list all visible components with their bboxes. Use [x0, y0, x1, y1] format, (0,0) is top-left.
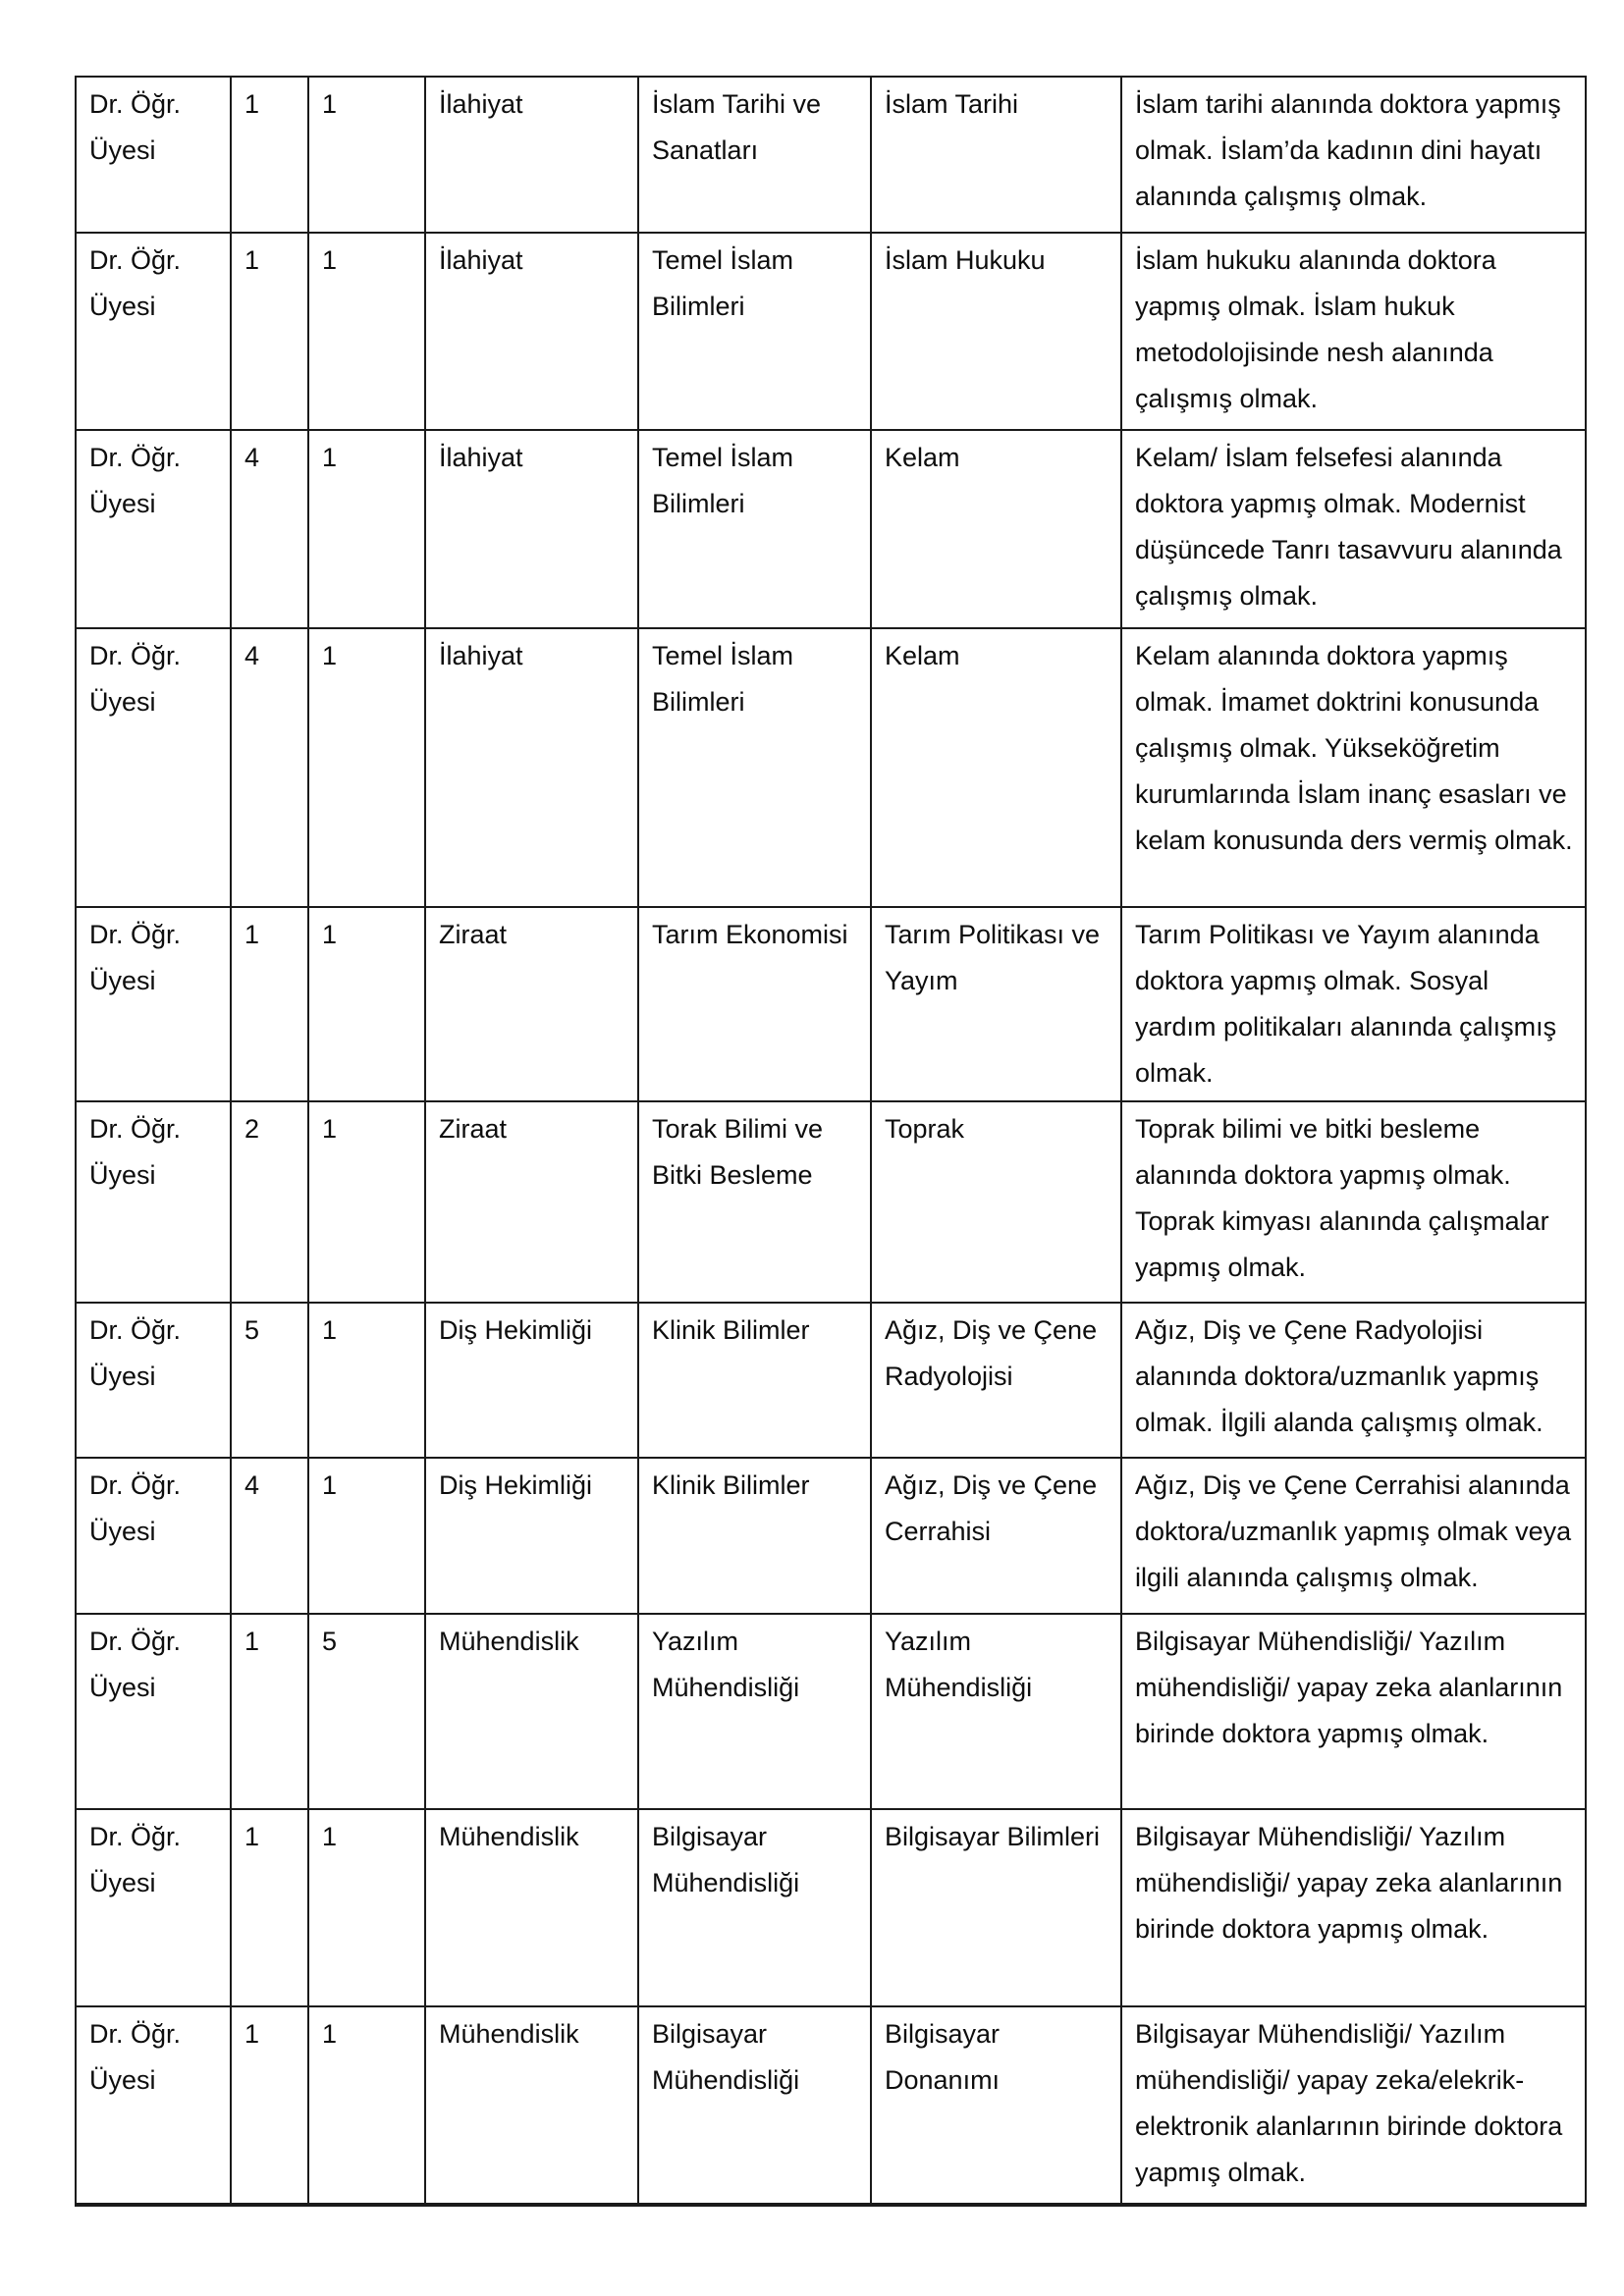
table-row	[76, 2006, 1586, 2205]
cell-faculty: Ziraat	[425, 907, 638, 1101]
cell-requirement: Kelam/ İslam felsefesi alanında doktora yapmış olmak. Modernist düşüncede Tanrı tasavvuru alanında çalışmış olmak.	[1121, 430, 1586, 628]
table-row	[76, 628, 1586, 907]
cell-title: Dr. Öğr. Üyesi	[76, 1809, 231, 2006]
cell-title: Dr. Öğr. Üyesi	[76, 77, 231, 233]
cell-program: Bilgisayar Donanımı	[871, 2006, 1121, 2205]
cell-num2: 1	[308, 1458, 425, 1614]
cell-program: Ağız, Diş ve Çene Radyolojisi	[871, 1303, 1121, 1458]
cell-department: İslam Tarihi ve Sanatları	[638, 77, 871, 233]
cell-title: Dr. Öğr. Üyesi	[76, 628, 231, 907]
cell-faculty: Diş Hekimliği	[425, 1458, 638, 1614]
cell-department: Torak Bilimi ve Bitki Besleme	[638, 1101, 871, 1303]
table-row	[76, 1303, 1586, 1458]
cell-num1: 2	[231, 1101, 308, 1303]
cell-faculty: İlahiyat	[425, 430, 638, 628]
academic-vacancy-table	[75, 76, 1587, 2207]
table-row	[76, 1614, 1586, 1809]
cell-program: Tarım Politikası ve Yayım	[871, 907, 1121, 1101]
cell-faculty: İlahiyat	[425, 628, 638, 907]
cell-num2: 1	[308, 430, 425, 628]
cell-department: Temel İslam Bilimleri	[638, 430, 871, 628]
cell-num2: 1	[308, 77, 425, 233]
cell-department: Klinik Bilimler	[638, 1458, 871, 1614]
cell-program: Toprak	[871, 1101, 1121, 1303]
cell-num1: 1	[231, 77, 308, 233]
cell-faculty: İlahiyat	[425, 77, 638, 233]
cell-title: Dr. Öğr. Üyesi	[76, 1101, 231, 1303]
cell-num2: 5	[308, 1614, 425, 1809]
cell-program: Kelam	[871, 430, 1121, 628]
cell-program: İslam Hukuku	[871, 233, 1121, 430]
cell-department: Klinik Bilimler	[638, 1303, 871, 1458]
cell-num2: 1	[308, 628, 425, 907]
table-row	[76, 77, 1586, 233]
cell-requirement: Ağız, Diş ve Çene Radyolojisi alanında doktora/uzmanlık yapmış olmak. İlgili alanda çalışmış olmak.	[1121, 1303, 1586, 1458]
cell-num1: 4	[231, 1458, 308, 1614]
table-row	[76, 1809, 1586, 2006]
cell-requirement: İslam tarihi alanında doktora yapmış olmak. İslam’da kadının dini hayatı alanında çalışmış olmak.	[1121, 77, 1586, 233]
cell-num1: 5	[231, 1303, 308, 1458]
cell-num1: 1	[231, 907, 308, 1101]
cell-title: Dr. Öğr. Üyesi	[76, 430, 231, 628]
cell-num2: 1	[308, 2006, 425, 2205]
cell-num1: 1	[231, 233, 308, 430]
cell-faculty: Mühendislik	[425, 1809, 638, 2006]
cell-department: Yazılım Mühendisliği	[638, 1614, 871, 1809]
cell-requirement: Ağız, Diş ve Çene Cerrahisi alanında doktora/uzmanlık yapmış olmak veya ilgili alanında çalışmış olmak.	[1121, 1458, 1586, 1614]
cell-num2: 1	[308, 1809, 425, 2006]
cell-faculty: Diş Hekimliği	[425, 1303, 638, 1458]
cell-title: Dr. Öğr. Üyesi	[76, 1458, 231, 1614]
cell-department: Tarım Ekonomisi	[638, 907, 871, 1101]
cell-faculty: Ziraat	[425, 1101, 638, 1303]
cell-department: Temel İslam Bilimleri	[638, 233, 871, 430]
table-row	[76, 907, 1586, 1101]
cell-program: İslam Tarihi	[871, 77, 1121, 233]
cell-faculty: Mühendislik	[425, 1614, 638, 1809]
table-row	[76, 1101, 1586, 1303]
table-row	[76, 233, 1586, 430]
cell-num2: 1	[308, 907, 425, 1101]
cell-num1: 1	[231, 1809, 308, 2006]
cell-requirement: Kelam alanında doktora yapmış olmak. İmamet doktrini konusunda çalışmış olmak. Yükseköğretim kurumlarında İslam inanç esasları ve kelam konusunda ders vermiş olmak.	[1121, 628, 1586, 907]
cell-requirement: Bilgisayar Mühendisliği/ Yazılım mühendisliği/ yapay zeka/elekrik-elektronik alanlarının birinde doktora yapmış olmak.	[1121, 2006, 1586, 2205]
cell-program: Ağız, Diş ve Çene Cerrahisi	[871, 1458, 1121, 1614]
table-row	[76, 1458, 1586, 1614]
cell-program: Kelam	[871, 628, 1121, 907]
cell-title: Dr. Öğr. Üyesi	[76, 2006, 231, 2205]
cell-title: Dr. Öğr. Üyesi	[76, 907, 231, 1101]
cell-num1: 1	[231, 2006, 308, 2205]
cell-title: Dr. Öğr. Üyesi	[76, 233, 231, 430]
cell-program: Yazılım Mühendisliği	[871, 1614, 1121, 1809]
cell-title: Dr. Öğr. Üyesi	[76, 1303, 231, 1458]
cell-department: Bilgisayar Mühendisliği	[638, 2006, 871, 2205]
cell-requirement: Bilgisayar Mühendisliği/ Yazılım mühendisliği/ yapay zeka alanlarının birinde doktora yapmış olmak.	[1121, 1614, 1586, 1809]
cell-program: Bilgisayar Bilimleri	[871, 1809, 1121, 2006]
cell-faculty: İlahiyat	[425, 233, 638, 430]
cell-num1: 4	[231, 628, 308, 907]
cell-num2: 1	[308, 1303, 425, 1458]
cell-num1: 1	[231, 1614, 308, 1809]
cell-requirement: Bilgisayar Mühendisliği/ Yazılım mühendisliği/ yapay zeka alanlarının birinde doktora yapmış olmak.	[1121, 1809, 1586, 2006]
cell-requirement: İslam hukuku alanında doktora yapmış olmak. İslam hukuk metodolojisinde nesh alanında çalışmış olmak.	[1121, 233, 1586, 430]
cell-faculty: Mühendislik	[425, 2006, 638, 2205]
cell-title: Dr. Öğr. Üyesi	[76, 1614, 231, 1809]
cell-num1: 4	[231, 430, 308, 628]
cell-num2: 1	[308, 1101, 425, 1303]
cell-requirement: Tarım Politikası ve Yayım alanında doktora yapmış olmak. Sosyal yardım politikaları alanında çalışmış olmak.	[1121, 907, 1586, 1101]
cell-requirement: Toprak bilimi ve bitki besleme alanında doktora yapmış olmak. Toprak kimyası alanında çalışmalar yapmış olmak.	[1121, 1101, 1586, 1303]
cell-department: Bilgisayar Mühendisliği	[638, 1809, 871, 2006]
cell-num2: 1	[308, 233, 425, 430]
table-row	[76, 430, 1586, 628]
cell-department: Temel İslam Bilimleri	[638, 628, 871, 907]
